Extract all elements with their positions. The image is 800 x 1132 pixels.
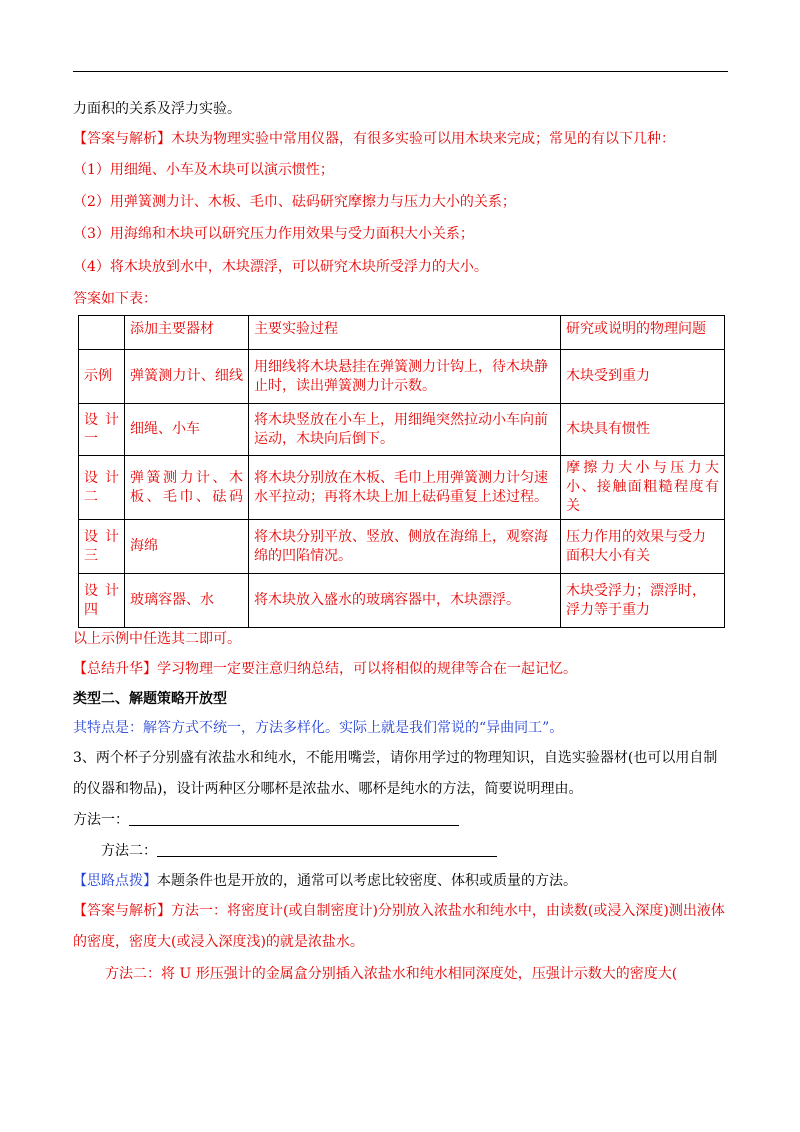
table-cell-procedure: 用细线将木块悬挂在弹簧测力计钩上，待木块静止时，读出弹簧测力计示数。 bbox=[249, 350, 561, 404]
method-2-row bbox=[101, 841, 497, 861]
header-rule bbox=[73, 71, 728, 72]
table-cell-label: 设计二 bbox=[79, 456, 125, 520]
table-cell-equipment: 海绵 bbox=[125, 520, 249, 574]
method-1-row bbox=[73, 810, 459, 830]
table-intro: 答案如下表： bbox=[73, 291, 157, 307]
table-cell-procedure: 将木块分别放在木板、毛巾上用弹簧测力计匀速水平拉动；再将木块上加上砝码重复上述过程。 bbox=[249, 456, 561, 520]
table-header-row bbox=[79, 316, 725, 350]
section-title: 类型二、解题策略开放型 bbox=[73, 691, 227, 707]
summary-text: 学习物理一定要注意归纳总结，可以将相似的规律等合在一起记忆。 bbox=[157, 661, 577, 677]
table-cell-label: 示例 bbox=[79, 350, 125, 404]
method-2-label: 方法二： bbox=[101, 843, 157, 859]
summary-tag: 【总结升华】 bbox=[73, 661, 157, 677]
answer-method-2: 方法二：将 U 形压强计的金属盒分别插入浓盐水和纯水相同深度处，压强计示数大的密度大( bbox=[105, 966, 678, 982]
answer-explanation-1 bbox=[73, 129, 675, 149]
answer-tag: 【答案与解析】 bbox=[73, 903, 171, 919]
table-row bbox=[79, 350, 725, 404]
method-1-answer-blank bbox=[129, 811, 459, 826]
table-row bbox=[79, 404, 725, 456]
table-row bbox=[79, 520, 725, 574]
table-cell-equipment: 弹簧测力计、木板、毛巾、砝码 bbox=[125, 456, 249, 520]
hint bbox=[73, 871, 577, 891]
table-cell-equipment: 细绳、小车 bbox=[125, 404, 249, 456]
table-row bbox=[79, 574, 725, 628]
summary bbox=[73, 659, 577, 679]
table-cell-procedure: 将木块放入盛水的玻璃容器中，木块漂浮。 bbox=[249, 574, 561, 628]
table-cell-label: 设计一 bbox=[79, 404, 125, 456]
table-cell-conclusion: 木块受浮力；漂浮时，浮力等于重力 bbox=[561, 574, 725, 628]
question-3-line-2: 的仪器和物品)，设计两种区分哪杯是浓盐水、哪杯是纯水的方法，简要说明理由。 bbox=[73, 781, 583, 797]
table-header-cell: 研究或说明的物理问题 bbox=[561, 316, 725, 350]
answer-table bbox=[78, 315, 725, 628]
table-cell-conclusion: 木块受到重力 bbox=[561, 350, 725, 404]
table-header-cell bbox=[79, 316, 125, 350]
answer-item-3: （3）用海绵和木块可以研究压力作用效果与受力面积大小关系； bbox=[73, 226, 474, 242]
table-cell-equipment: 弹簧测力计、细线 bbox=[125, 350, 249, 404]
table-cell-label: 设计三 bbox=[79, 520, 125, 574]
answer-item-2: （2）用弹簧测力计、木板、毛巾、砝码研究摩擦力与压力大小的关系； bbox=[73, 194, 516, 210]
answer-text: 木块为物理实验中常用仪器，有很多实验可以用木块来完成；常见的有以下几种： bbox=[171, 131, 675, 147]
answer-item-1: （1）用细绳、小车及木块可以演示惯性； bbox=[73, 162, 334, 178]
answer-method-1-cont: 的密度，密度大(或浸入深度浅)的就是浓盐水。 bbox=[73, 934, 364, 950]
method-2-answer-blank bbox=[157, 842, 497, 857]
table-header-cell: 主要实验过程 bbox=[249, 316, 561, 350]
table-cell-equipment: 玻璃容器、水 bbox=[125, 574, 249, 628]
hint-text: 本题条件也是开放的，通常可以考虑比较密度、体积或质量的方法。 bbox=[157, 873, 577, 889]
table-cell-label: 设计四 bbox=[79, 574, 125, 628]
table-cell-procedure: 将木块竖放在小车上，用细绳突然拉动小车向前运动，木块向后倒下。 bbox=[249, 404, 561, 456]
answer-tag: 【答案与解析】 bbox=[73, 131, 171, 147]
continued-text: 力面积的关系及浮力实验。 bbox=[73, 101, 241, 117]
table-row bbox=[79, 456, 725, 520]
after-table-note: 以上示例中任选其二即可。 bbox=[73, 631, 241, 647]
table-cell-conclusion: 摩擦力大小与压力大小、接触面粗糙程度有关 bbox=[561, 456, 725, 520]
question-3-line-1: 3、两个杯子分别盛有浓盐水和纯水，不能用嘴尝，请你用学过的物理知识，自选实验器材(也可以用自制 bbox=[73, 750, 718, 766]
table-cell-procedure: 将木块分别平放、竖放、侧放在海绵上，观察海绵的凹陷情况。 bbox=[249, 520, 561, 574]
table-cell-conclusion: 压力作用的效果与受力面积大小有关 bbox=[561, 520, 725, 574]
hint-tag: 【思路点拨】 bbox=[73, 873, 157, 889]
section-feature: 其特点是：解答方式不统一，方法多样化。实际上就是我们常说的“异曲同工”。 bbox=[73, 720, 564, 736]
method-1-label: 方法一： bbox=[73, 812, 129, 828]
table-cell-conclusion: 木块具有惯性 bbox=[561, 404, 725, 456]
answer-item-4: （4）将木块放到水中，木块漂浮，可以研究木块所受浮力的大小。 bbox=[73, 259, 488, 275]
table-header-cell: 添加主要器材 bbox=[125, 316, 249, 350]
answer-method-1: 方法一：将密度计(或自制密度计)分别放入浓盐水和纯水中，由读数(或浸入深度)测出液体 bbox=[171, 903, 725, 919]
answer-explanation-3 bbox=[73, 901, 725, 921]
